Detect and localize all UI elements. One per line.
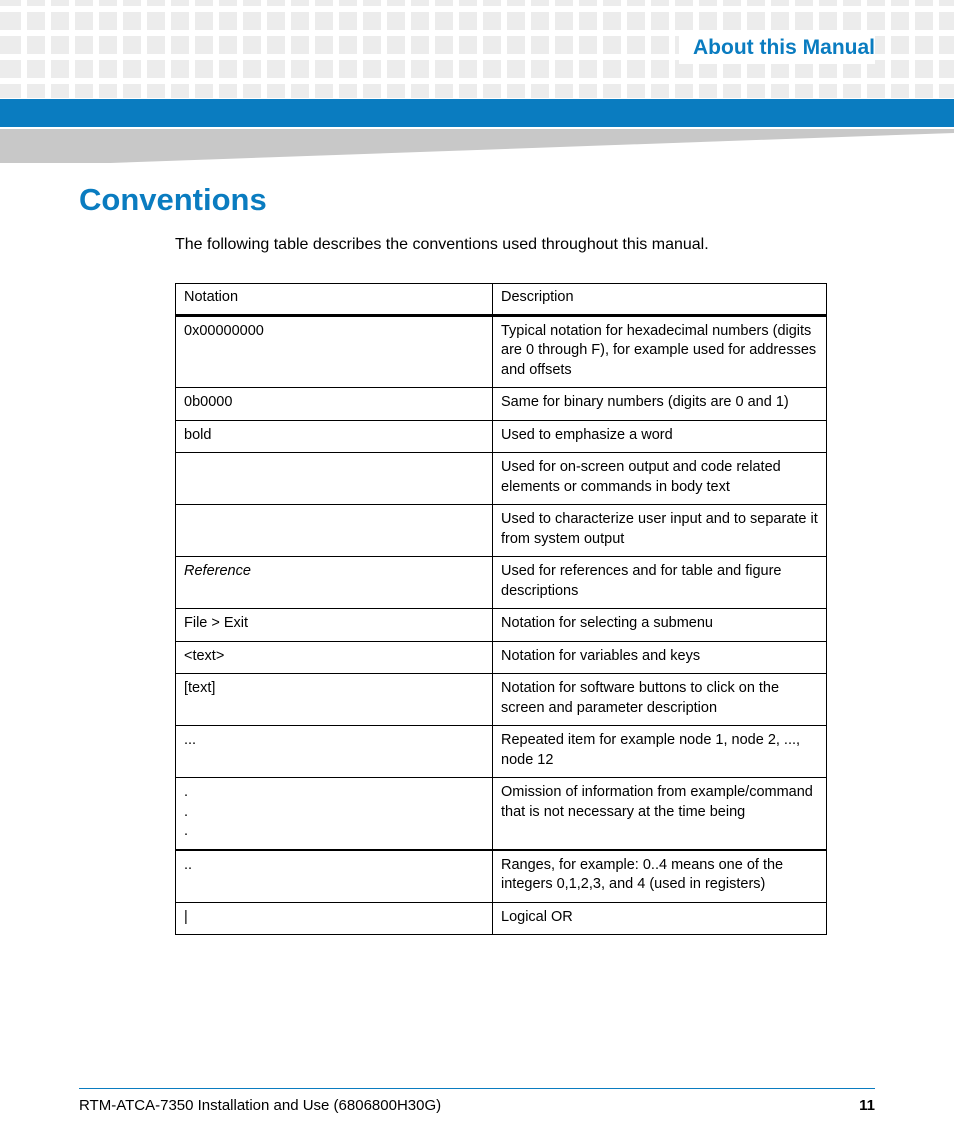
description-cell: Used for references and for table and figure descriptions bbox=[493, 557, 827, 609]
description-cell: Notation for variables and keys bbox=[493, 641, 827, 674]
table-row bbox=[176, 778, 827, 850]
notation-cell bbox=[176, 453, 493, 505]
table-row bbox=[176, 674, 827, 726]
notation-cell: <text> bbox=[176, 641, 493, 674]
description-cell: Same for binary numbers (digits are 0 and 1) bbox=[493, 388, 827, 421]
header-gray-swoosh bbox=[0, 129, 954, 163]
description-cell: Used for on-screen output and code related elements or commands in body text bbox=[493, 453, 827, 505]
footer-document-title: RTM-ATCA-7350 Installation and Use (6806800H30G) bbox=[79, 1097, 442, 1114]
table-row bbox=[176, 902, 827, 935]
notation-cell bbox=[176, 505, 493, 557]
table-row bbox=[176, 850, 827, 903]
table-row bbox=[176, 315, 827, 388]
table-row bbox=[176, 557, 827, 609]
description-cell: Ranges, for example: 0..4 means one of the integers 0,1,2,3, and 4 (used in registers) bbox=[493, 850, 827, 903]
header-blue-bar bbox=[0, 99, 954, 127]
notation-cell: 0b0000 bbox=[176, 388, 493, 421]
description-cell: Notation for software buttons to click on the screen and parameter description bbox=[493, 674, 827, 726]
intro-paragraph: The following table describes the conventions used throughout this manual. bbox=[175, 236, 709, 253]
page-number: 11 bbox=[859, 1097, 875, 1114]
footer-divider bbox=[79, 1088, 875, 1089]
description-cell: Used to emphasize a word bbox=[493, 420, 827, 453]
notation-cell: bold bbox=[176, 420, 493, 453]
description-cell: Used to characterize user input and to separate it from system output bbox=[493, 505, 827, 557]
header-description: Description bbox=[493, 284, 827, 316]
notation-cell: File > Exit bbox=[176, 609, 493, 642]
page-title: Conventions bbox=[79, 182, 267, 217]
description-cell: Repeated item for example node 1, node 2, ..., node 12 bbox=[493, 726, 827, 778]
notation-cell: Reference bbox=[176, 557, 493, 609]
table-row bbox=[176, 641, 827, 674]
table-row bbox=[176, 388, 827, 421]
table-row bbox=[176, 609, 827, 642]
notation-cell: [text] bbox=[176, 674, 493, 726]
table-header-row bbox=[176, 284, 827, 316]
notation-cell: | bbox=[176, 902, 493, 935]
table-row bbox=[176, 420, 827, 453]
section-title: About this Manual bbox=[679, 34, 875, 64]
notation-cell: 0x00000000 bbox=[176, 315, 493, 388]
description-cell: Omission of information from example/command that is not necessary at the time being bbox=[493, 778, 827, 850]
table-row bbox=[176, 453, 827, 505]
header-notation: Notation bbox=[176, 284, 493, 316]
notation-cell: . . . bbox=[176, 778, 493, 850]
conventions-table bbox=[175, 283, 827, 935]
description-cell: Typical notation for hexadecimal numbers (digits are 0 through F), for example used for addresses and offsets bbox=[493, 315, 827, 388]
description-cell: Notation for selecting a submenu bbox=[493, 609, 827, 642]
table-row bbox=[176, 505, 827, 557]
notation-cell: ... bbox=[176, 726, 493, 778]
notation-cell: .. bbox=[176, 850, 493, 903]
description-cell: Logical OR bbox=[493, 902, 827, 935]
table-row bbox=[176, 726, 827, 778]
